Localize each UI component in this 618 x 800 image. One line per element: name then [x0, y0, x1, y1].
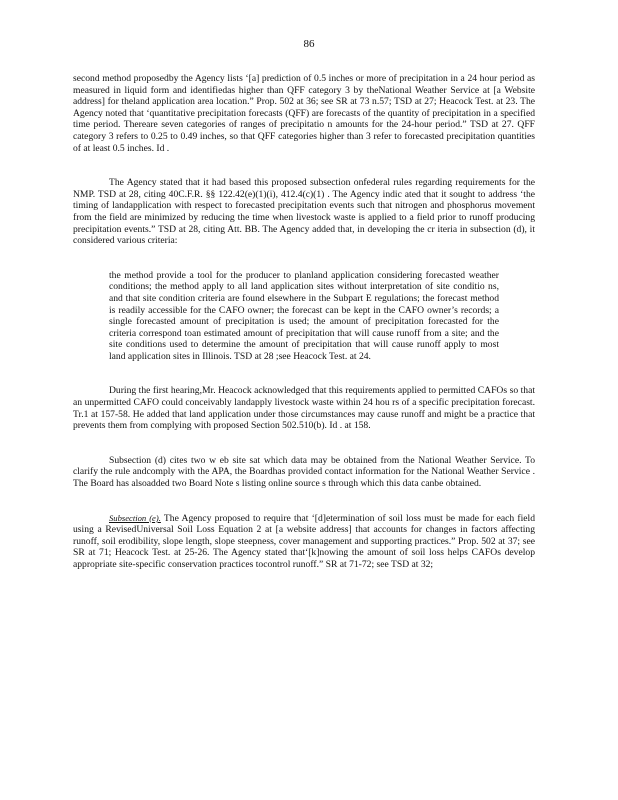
- page-number: 86: [303, 38, 315, 50]
- block-quote-criteria: the method provide a tool for the producer to planland application considering forecasted weather conditions; the method apply to all land application sites without interpretation of site conditio ns, and that site condition criteria are found elsewhere in the Subpart E regulations; the forecast method is readily accessible for the CAFO owner; the forecast can be kept in the CAFO owner’s records; a single forecasted amount of precipitation is used; the amount of precipitation forecasted for the criteria correspond toan estimated amount of precipitation that will cause runoff from a site; and the site conditions used to determine the amount of precipitation that will cause runoff apply to most land application sites in Illinois. TSD at 28 ;see Heacock Test. at 24.: [109, 269, 499, 362]
- paragraph-agency-basis: The Agency stated that it had based this proposed subsection onfederal rules regarding requirements for the NMP. TSD at 28, citing 40C.F.R. §§ 122.42(e)(1)(i), 412.4(c)(1) . The Agency indic ated that it sought to address ‘the timing of landapplication with respect to forecasted precipitation events such that nitrogen and phosphorus movement from the field are minimized by reducing the time when livestock waste is applied to a field prior to runoff producing precipitation events.” TSD at 28, citing Att. BB. The Agency added that, in developing the cr iteria in subsection (d), it considered various criteria:: [73, 177, 535, 247]
- subsection-e-text: The Agency proposed to require that ‘[d]etermination of soil loss must be made for each field using a RevisedUniversal Soil Loss Equation 2 at [a website address] that accounts for changes in factors affecting runoff, soil erodibility, slope length, slope steepness, cover management and supporting practices.” Prop. 502 at 37; see SR at 71; Heacock Test. at 25-26. The Agency stated that‘[k]nowing the amount of soil loss helps CAFOs develop appropriate site-specific conservation practices tocontrol runoff.” SR at 71-72; see TSD at 32;: [73, 512, 535, 570]
- document-body: [73, 73, 535, 571]
- paragraph-subsection-e: [73, 513, 535, 571]
- paragraph-qff-method: second method proposedby the Agency lists ‘[a] prediction of 0.5 inches or more of precipitation in a 24 hour period as measured in liquid form and identifiedas higher than QFF category 3 by theNational Weather Service at [a Website address] for theland application area location.” Prop. 502 at 36; see SR at 73 n.57; TSD at 27; Heacock Test. at 23. The Agency noted that ‘quantitative precipitation forecasts (QFF) are forecasts of the quantity of precipitation in a specified time period. Thereare seven categories of ranges of precipitatio n amounts for the 24-hour period.” TSD at 27. QFF category 3 refers to 0.25 to 0.49 inches, so that QFF categories higher than 3 refer to forecasted precipitation quantities of at least 0.5 inches. Id .: [73, 73, 535, 154]
- subsection-e-heading: Subsection (e).: [109, 512, 161, 523]
- paragraph-subsection-d: Subsection (d) cites two w eb site sat which data may be obtained from the National Weather Service. To clarify the rule andcomply with the APA, the Boardhas provided contact information for the National Weather Service . The Board has alsoadded two Board Note s listing online source s through which this data canbe obtained.: [73, 454, 535, 490]
- paragraph-first-hearing: During the first hearing,Mr. Heacock acknowledged that this requirements applied to permitted CAFOs so that an unpermitted CAFO could conceivably landapply livestock waste within 24 hou rs of a specific precipitation forecast. Tr.1 at 157-58. He added that land application under those circumstances may cause runoff and might be a practice that prevents them from complying with proposed Section 502.510(b). Id . at 158.: [73, 385, 535, 432]
